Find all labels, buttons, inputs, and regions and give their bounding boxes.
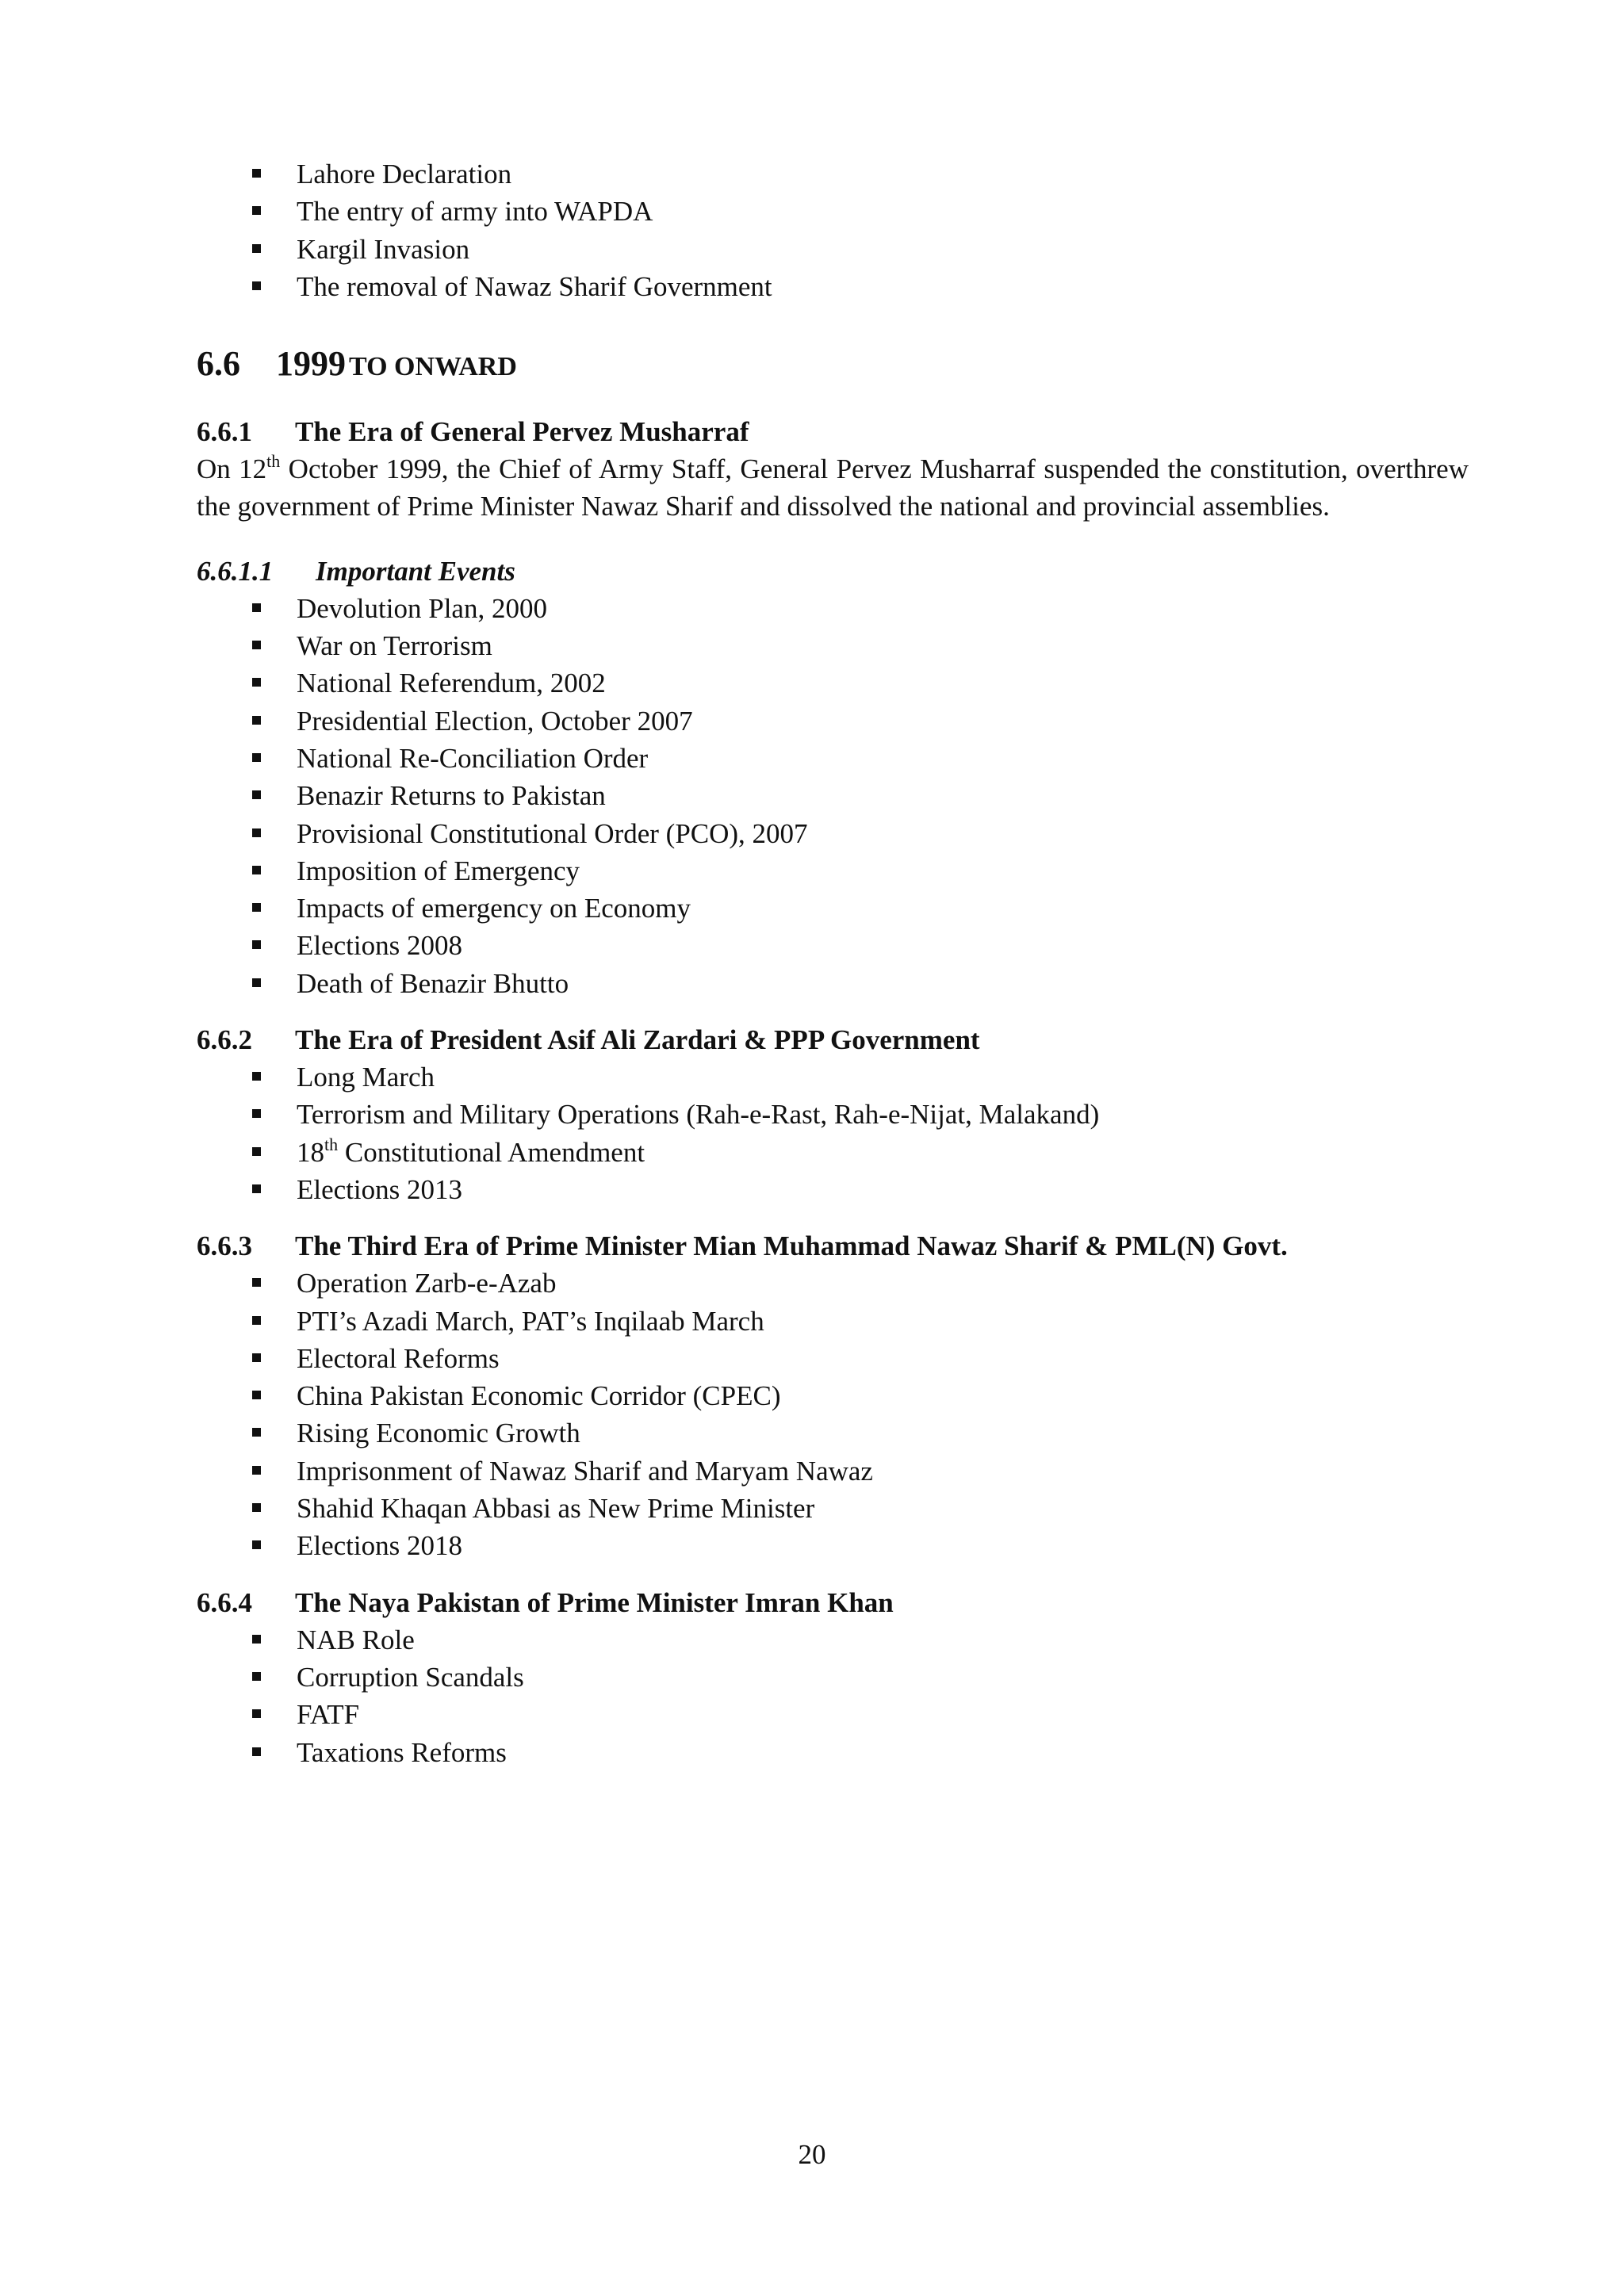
list-item: Rising Economic Growth (297, 1414, 1469, 1452)
square-bullet-icon (252, 828, 261, 837)
list-item: Impacts of emergency on Economy (297, 890, 1469, 927)
page-number: 20 (798, 2139, 826, 2170)
square-bullet-icon (252, 1109, 261, 1118)
list-item: Devolution Plan, 2000 (297, 590, 1469, 627)
subsubsection-number: 6.6.1.1 (197, 555, 274, 587)
square-bullet-icon (252, 1391, 261, 1399)
square-bullet-icon (252, 1353, 261, 1362)
subsubsection-heading-6-6-1-1 (197, 553, 1469, 590)
square-bullet-icon (252, 1184, 261, 1193)
list-item: The entry of army into WAPDA (297, 193, 1469, 230)
list-item: Shahid Khaqan Abbasi as New Prime Minister (297, 1490, 1469, 1527)
section-year: 1999 (276, 344, 346, 384)
subsection-title: The Era of General Pervez Musharraf (295, 416, 749, 448)
list-item: FATF (297, 1696, 1469, 1733)
subsection-title: The Naya Pakistan of Prime Minister Imran Khan (295, 1586, 894, 1618)
list-item: National Re-Conciliation Order (297, 740, 1469, 777)
square-bullet-icon (252, 678, 261, 687)
square-bullet-icon (252, 753, 261, 762)
list-item: Terrorism and Military Operations (Rah-e-Rast, Rah-e-Nijat, Malakand) (297, 1096, 1469, 1133)
square-bullet-icon (252, 1428, 261, 1437)
list-item: War on Terrorism (297, 627, 1469, 664)
nawaz-third-era-list (197, 1265, 1469, 1564)
list-item: Elections 2018 (297, 1527, 1469, 1564)
top-bullet-list (197, 155, 1469, 305)
square-bullet-icon (252, 244, 261, 253)
square-bullet-icon (252, 206, 261, 215)
square-bullet-icon (252, 169, 261, 178)
subsection-heading-6-6-4 (197, 1584, 1469, 1621)
list-item: China Pakistan Economic Corridor (CPEC) (297, 1377, 1469, 1414)
square-bullet-icon (252, 716, 261, 725)
square-bullet-icon (252, 1709, 261, 1718)
list-item: 18th Constitutional Amendment (297, 1134, 1469, 1171)
subsection-number: 6.6.3 (197, 1230, 252, 1262)
list-item: Imprisonment of Nawaz Sharif and Maryam Nawaz (297, 1452, 1469, 1490)
square-bullet-icon (252, 1466, 261, 1475)
section-title-rest: TO ONWARD (349, 352, 517, 382)
square-bullet-icon (252, 1540, 261, 1549)
subsection-number: 6.6.2 (197, 1024, 252, 1056)
list-item: Corruption Scandals (297, 1659, 1469, 1696)
section-number: 6.6 (197, 344, 240, 384)
section-heading-6-6 (197, 343, 1469, 391)
list-item: NAB Role (297, 1621, 1469, 1659)
square-bullet-icon (252, 940, 261, 949)
list-item: Death of Benazir Bhutto (297, 965, 1469, 1002)
page-content (197, 155, 1469, 1771)
subsection-heading-6-6-1 (197, 413, 1469, 450)
list-item: Benazir Returns to Pakistan (297, 777, 1469, 814)
zardari-era-list (197, 1058, 1469, 1208)
list-item: The removal of Nawaz Sharif Government (297, 268, 1469, 305)
square-bullet-icon (252, 903, 261, 912)
subsubsection-title: Important Events (316, 555, 515, 587)
square-bullet-icon (252, 1672, 261, 1681)
list-item: Taxations Reforms (297, 1734, 1469, 1771)
subsection-number: 6.6.1 (197, 416, 252, 448)
square-bullet-icon (252, 281, 261, 290)
list-item: Operation Zarb-e-Azab (297, 1265, 1469, 1302)
subsection-number: 6.6.4 (197, 1586, 252, 1618)
square-bullet-icon (252, 1316, 261, 1325)
square-bullet-icon (252, 866, 261, 874)
subsection-title: The Era of President Asif Ali Zardari & PPP Government (295, 1024, 980, 1056)
list-item: Presidential Election, October 2007 (297, 702, 1469, 740)
list-item: Provisional Constitutional Order (PCO), 2007 (297, 815, 1469, 852)
square-bullet-icon (252, 790, 261, 799)
important-events-list (197, 590, 1469, 1002)
list-item: Lahore Declaration (297, 155, 1469, 193)
square-bullet-icon (252, 1278, 261, 1287)
list-item: Elections 2013 (297, 1171, 1469, 1208)
square-bullet-icon (252, 1072, 261, 1081)
square-bullet-icon (252, 1635, 261, 1644)
square-bullet-icon (252, 1747, 261, 1756)
list-item: Elections 2008 (297, 927, 1469, 964)
list-item: Long March (297, 1058, 1469, 1096)
imran-khan-era-list (197, 1621, 1469, 1771)
square-bullet-icon (252, 1147, 261, 1156)
square-bullet-icon (252, 978, 261, 987)
list-item: PTI’s Azadi March, PAT’s Inqilaab March (297, 1303, 1469, 1340)
subsection-heading-6-6-2 (197, 1021, 1469, 1058)
subsection-title: The Third Era of Prime Minister Mian Muhammad Nawaz Sharif & PML(N) Govt. (295, 1230, 1288, 1262)
list-item: Electoral Reforms (297, 1340, 1469, 1377)
subsection-heading-6-6-3 (197, 1227, 1469, 1265)
list-item: Imposition of Emergency (297, 852, 1469, 890)
musharraf-paragraph: On 12th October 1999, the Chief of Army Staff, General Pervez Musharraf suspended the constitution, overthrew the government of Prime Minister Nawaz Sharif and dissolved the national and provincial assemblies. (197, 451, 1469, 522)
square-bullet-icon (252, 603, 261, 612)
list-item: Kargil Invasion (297, 231, 1469, 268)
square-bullet-icon (252, 1503, 261, 1512)
list-item: National Referendum, 2002 (297, 664, 1469, 702)
square-bullet-icon (252, 641, 261, 649)
